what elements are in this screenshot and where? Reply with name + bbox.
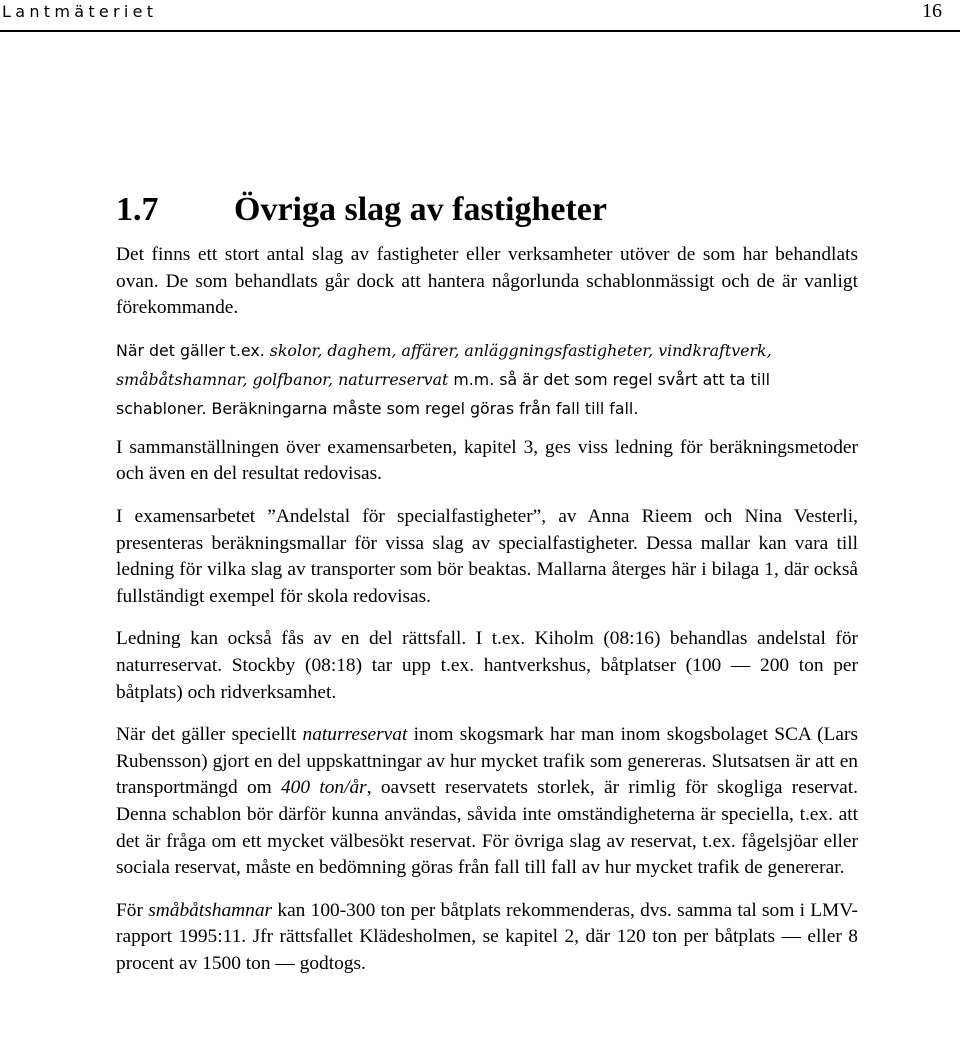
paragraph-special-properties-lead: När det gäller t.ex. <box>116 340 270 360</box>
section-heading <box>116 188 607 232</box>
paragraph-marinas-tail: kan 100-300 ton per båtplats rekommenderas, dvs. samma tal som i LMV-rapport 1995:11. Jfr rättsfallet Klädesholmen, se kapitel 2, där 120 ton per båtplats — eller 8 procent av 1500 ton — godtogs. <box>116 899 858 974</box>
paragraph-nature-reserve-term: naturreservat <box>302 724 408 746</box>
section-title: Övriga slag av fastigheter <box>234 191 607 228</box>
paragraph-special-properties-examples: skolor, daghem, affärer, anläggningsfastigheter, vindkraftverk, småbåtshamnar, golfbanor, naturreservat <box>116 340 772 389</box>
paragraph-marinas-term: småbåtshamnar <box>148 899 273 921</box>
paragraph-nature-reserve <box>116 722 858 882</box>
paragraph-case-law: Ledning kan också fås av en del rättsfall. I t.ex. Kiholm (08:16) behandlas andelstal för naturreservat. Stockby (08:18) tar upp t.ex. hantverkshus, båtplatser (100 — 200 ton per båtplats) och ridverksamhet. <box>116 628 858 703</box>
header-organization: Lantmäteriet <box>2 2 158 21</box>
paragraph-thesis: I examensarbetet ”Andelstal för specialfastigheter”, av Anna Rieem och Nina Vesterli, presenteras beräkningsmallar för vissa slag av specialfastigheter. Dessa mallar kan vara till ledning för vilka slag av transporter som bör beaktas. Mallarna återges här i bilaga 1, där också fullständigt exempel för skola redovisas. <box>116 505 858 607</box>
document-body <box>116 242 858 993</box>
paragraph-special-properties-tail: m.m. så är det som regel svårt att ta till schabloner. Beräkningarna måste som regel göras från fall till fall. <box>116 369 770 418</box>
paragraph-nature-reserve-lead: När det gäller speciellt <box>116 724 303 746</box>
paragraph-compilation: I sammanställningen över examensarbeten, kapitel 3, ges viss ledning för beräkningsmetoder och även en del resultat redovisas. <box>116 436 858 485</box>
header-divider <box>0 30 960 32</box>
paragraph-special-properties <box>116 336 858 423</box>
page-header <box>0 0 960 34</box>
section-number: 1.7 <box>116 191 159 228</box>
paragraph-intro: Det finns ett stort antal slag av fastigheter eller verksamheter utöver de som har behandlats ovan. De som behandlats går dock att hantera någorlunda schablonmässigt och de är vanligt förekommande. <box>116 244 858 319</box>
page-number: 16 <box>922 0 942 22</box>
paragraph-marinas-lead: För <box>116 899 149 921</box>
paragraph-marinas <box>116 898 858 978</box>
paragraph-nature-reserve-body: inom skogsmark har man inom skogsbolaget SCA (Lars Rubensson) gjort en del uppskattningar av hur mycket trafik som genereras. Slutsatsen är att en transportmängd om <box>116 724 859 799</box>
paragraph-nature-reserve-tail: , oavsett reservatets storlek, är rimlig för skogliga reservat. Denna schablon bör därför kunna användas, såvida inte omständigheterna är speciella, t.ex. att det är fråga om ett mycket välbesökt reservat. För övriga slag av reservat, t.ex. fågelsjöar eller sociala reservat, måste en bedömning göras från fall till fall av hur mycket trafik de genererar. <box>116 777 858 879</box>
paragraph-nature-reserve-amount: 400 ton/år <box>280 777 367 799</box>
